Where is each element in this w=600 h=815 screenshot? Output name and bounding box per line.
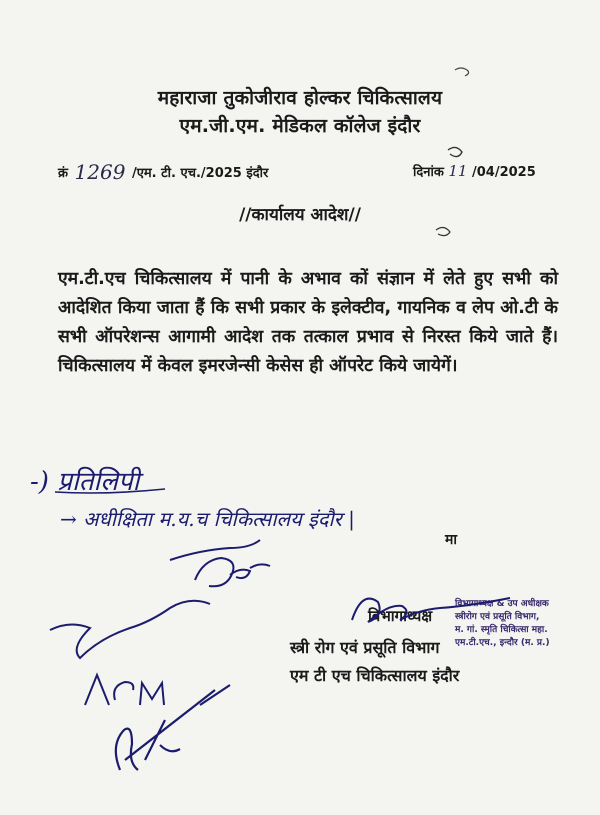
signatory-department: स्त्री रोग एवं प्रसूति विभाग — [290, 638, 440, 657]
department-head-signature — [352, 598, 510, 622]
reference-suffix: /एम. टी. एच./2025 इंदौर — [131, 166, 269, 181]
date-rest: /04/2025 — [472, 165, 536, 180]
handwritten-copy-to: -) प्रतिलिपी — [30, 467, 140, 497]
signatory-hospital: एम टी एच चिकित्सालय इंदौर — [290, 666, 460, 685]
stamp-line-3: म. गां. स्मृति चिकित्सा महा. — [455, 625, 548, 635]
date-label: दिनांक — [413, 165, 444, 180]
stamp-line-2: स्त्रीरोग एवं प्रसूति विभाग, — [455, 612, 540, 622]
reference-prefix: क्रं — [58, 166, 68, 181]
stamp-line-4: एम.टी.एच., इन्दौर (म. प्र.) — [455, 638, 550, 648]
deeps-signature — [170, 540, 270, 586]
reference-handwritten-number: 1269 — [74, 160, 126, 184]
date-day-handwritten: 11 — [448, 162, 468, 180]
cc-underline — [55, 489, 165, 493]
stamp-line-1: विभागाध्यक्ष & उप अधीक्षक — [455, 599, 549, 609]
forward-signature — [50, 601, 210, 658]
hospital-name: महाराजा तुकोजीराव होल्कर चिकित्सालय — [157, 87, 443, 109]
ncm-initials — [85, 675, 164, 705]
bottom-initials — [116, 685, 230, 770]
header-scribble-mark — [455, 68, 469, 76]
title-scribble-mark — [436, 227, 450, 235]
order-title: //कार्यालय आदेश// — [239, 205, 361, 225]
handwritten-dean-line: → अधीक्षिता म.य.च चिकित्सालय इंदौर | — [60, 507, 355, 531]
college-name: एम.जी.एम. मेडिकल कॉलेज इंदौर — [179, 115, 421, 137]
order-body: एम.टी.एच चिकित्सालय में पानी के अभाव कों संज्ञान में लेते हुए सभी को आदेशित किया जाता हैं कि सभी प्रकार के इलेक्टीव, गायनिक व लेप ओ.टी के सभी ऑपरेशन्स आगामी आदेश तक तत्काल प्रभाव से निरस्त किये जाते हैं। चिकित्सालय में केवल इमरजेन्सी केसेस ही ऑपरेट किये जायेगें। — [58, 269, 558, 376]
date-scribble-mark — [448, 147, 462, 156]
handwritten-ma-mark: मा — [445, 532, 457, 548]
signatory-title: विभागाध्यक्ष — [368, 607, 433, 625]
